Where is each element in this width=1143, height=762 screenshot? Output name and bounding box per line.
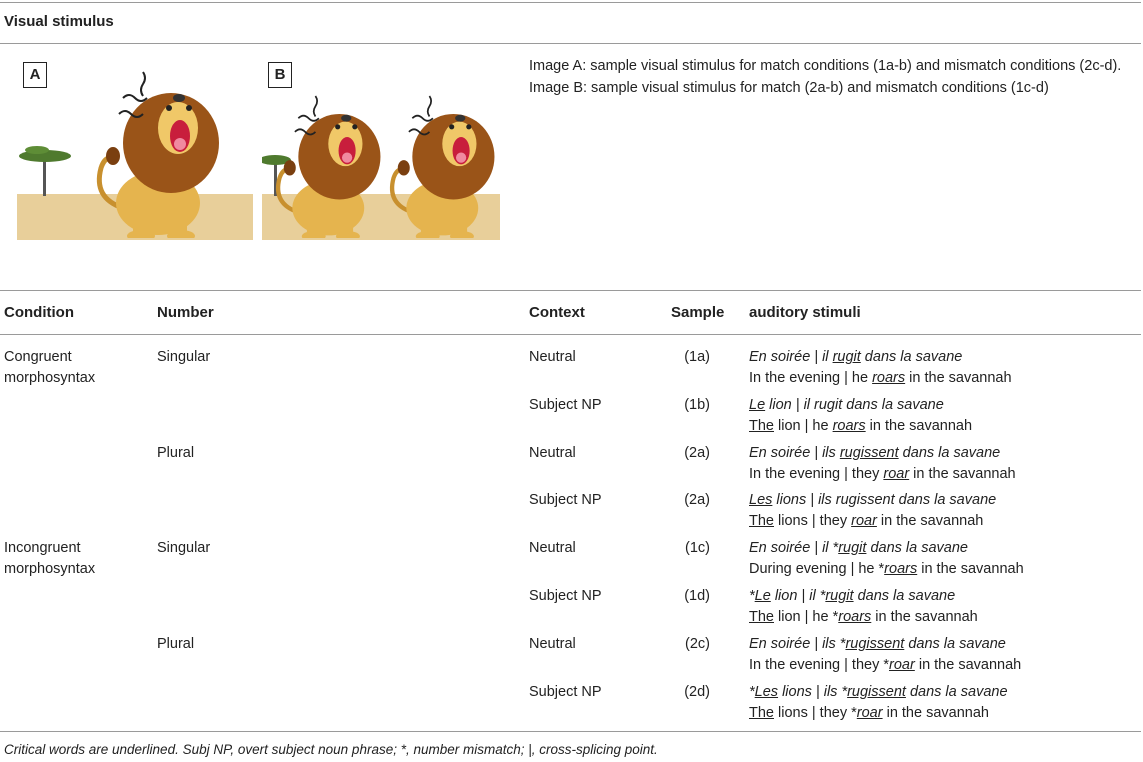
- table-bottom-rule: [0, 731, 1141, 732]
- context-cell: Neutral: [529, 349, 576, 365]
- lion-scene-b: [262, 56, 500, 240]
- header-number: Number: [157, 304, 214, 321]
- sample-cell: (1c): [685, 540, 710, 556]
- condition-congruent: Congruent morphosyntax: [4, 349, 96, 386]
- number-plural: Plural: [157, 636, 195, 652]
- number-plural: Plural: [157, 445, 195, 461]
- context-cell: Subject NP: [529, 397, 602, 413]
- context-cell: Subject NP: [529, 492, 602, 508]
- context-cell: Neutral: [529, 445, 576, 461]
- stimulus-cell: En soirée | ils rugissent dans la savane In the evening | they roar in the savannah: [749, 445, 1016, 482]
- footnote: Critical words are underlined. Subj NP, overt subject noun phrase; *, number mismatch; |, cross-splicing point.: [4, 742, 658, 757]
- context-cell: Subject NP: [529, 684, 602, 700]
- section-rule: [0, 43, 1141, 44]
- header-context: Context: [529, 304, 585, 321]
- stimulus-image-a: [17, 56, 253, 240]
- number-singular: Singular: [157, 540, 211, 556]
- context-cell: Neutral: [529, 540, 576, 556]
- image-a-label: A: [23, 62, 47, 88]
- top-rule: [0, 2, 1141, 3]
- context-cell: Neutral: [529, 636, 576, 652]
- lion-scene-a: [17, 56, 253, 240]
- header-condition: Condition: [4, 304, 74, 321]
- stimulus-image-b: [262, 56, 500, 240]
- sample-cell: (2a): [684, 492, 710, 508]
- sample-cell: (1a): [684, 349, 710, 365]
- stimulus-cell: En soirée | ils *rugissent dans la savane In the evening | they *roar in the savannah: [749, 636, 1022, 673]
- table-top-rule: [0, 290, 1141, 291]
- sample-cell: (1d): [684, 588, 710, 604]
- image-caption: Image A: sample visual stimulus for match conditions (1a-b) and mismatch conditions (2c-d). Image B: sample visual stimulus for match (2a-b) and mismatch conditions (1c-d): [529, 58, 1122, 96]
- stimulus-cell: *Les lions | ils *rugissent dans la savane The lions | they *roar in the savannah: [749, 684, 1008, 721]
- stimulus-cell: En soirée | il *rugit dans la savane During evening | he *roars in the savannah: [749, 540, 1024, 577]
- stimulus-cell: En soirée | il rugit dans la savane In the evening | he roars in the savannah: [749, 349, 1012, 386]
- header-sample: Sample: [671, 304, 725, 321]
- sample-cell: (2a): [684, 445, 710, 461]
- condition-incongruent: Incongruent morphosyntax: [4, 540, 96, 577]
- sample-cell: (1b): [684, 397, 710, 413]
- context-cell: Subject NP: [529, 588, 602, 604]
- header-rule: [0, 334, 1141, 335]
- stimulus-cell: Le lion | il rugit dans la savane The lion | he roars in the savannah: [749, 397, 973, 434]
- sample-cell: (2c): [685, 636, 710, 652]
- stimulus-cell: *Le lion | il *rugit dans la savane The lion | he *roars in the savannah: [749, 588, 978, 625]
- header-auditory-stimuli: auditory stimuli: [749, 304, 861, 321]
- stimulus-cell: Les lions | ils rugissent dans la savane The lions | they roar in the savannah: [749, 492, 997, 529]
- image-b-label: B: [268, 62, 292, 88]
- number-singular: Singular: [157, 349, 211, 365]
- sample-cell: (2d): [684, 684, 710, 700]
- section-title: Visual stimulus: [4, 13, 114, 30]
